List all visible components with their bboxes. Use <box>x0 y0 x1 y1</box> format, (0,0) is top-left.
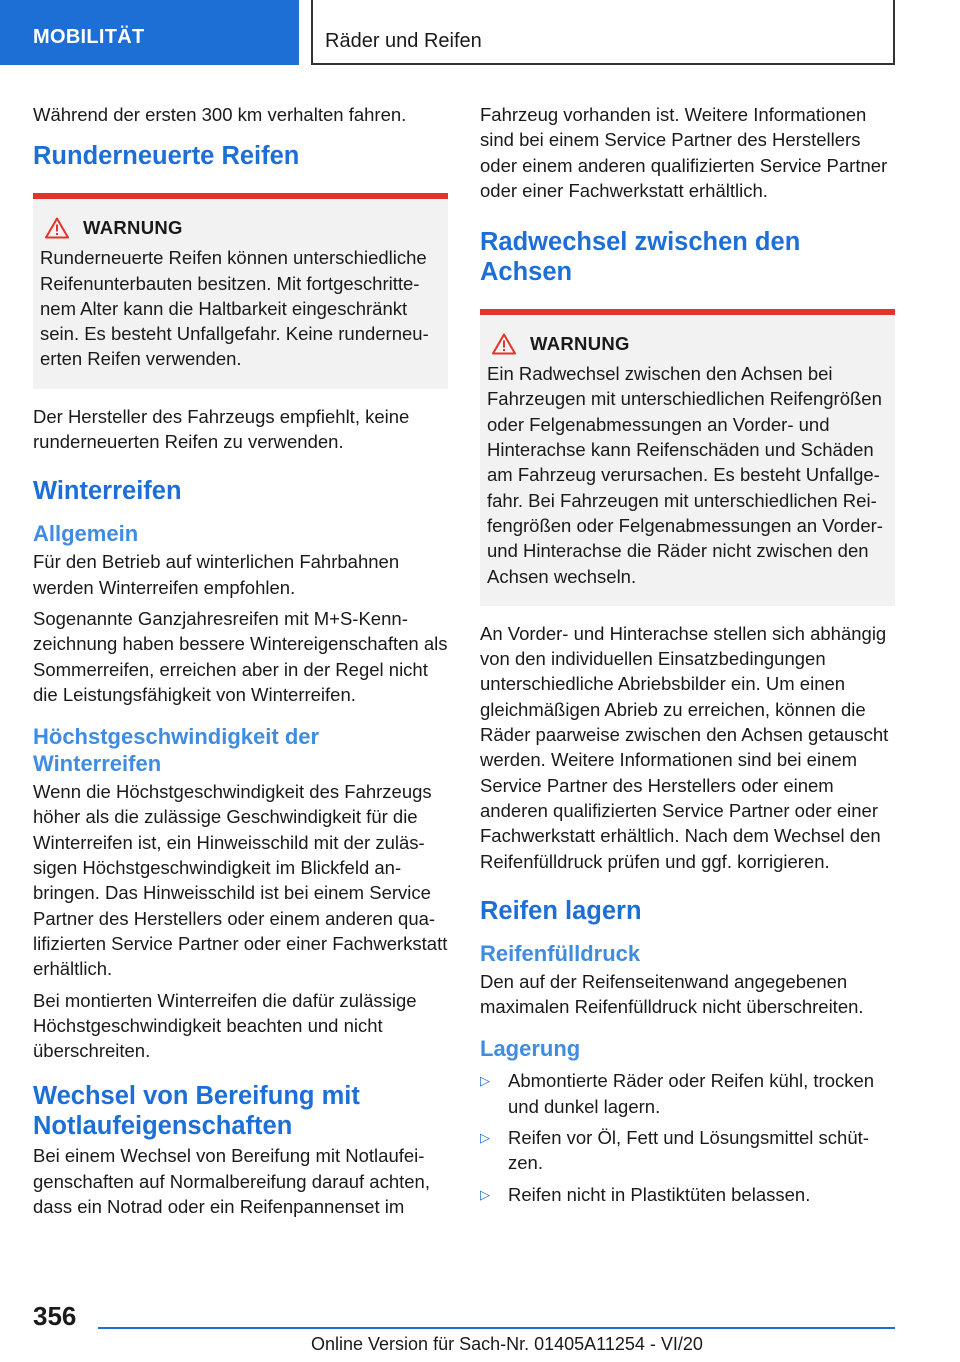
heading-reifen-lagern: Reifen lagern <box>480 896 642 925</box>
list-item <box>480 1068 895 1119</box>
footer-online-version: Online Version für Sach-Nr. 01405A11254 - VI/20 <box>311 1334 703 1354</box>
triangle-bullet-icon: ▷ <box>480 1186 490 1202</box>
paragraph-hoechst-2: Bei montierten Winterreifen die dafür zulässige Höchstgeschwindigkeit beachten und nicht überschreiten. <box>33 989 417 1062</box>
left-column <box>33 102 448 1225</box>
triangle-bullet-icon: ▷ <box>480 1130 490 1146</box>
paragraph-allgemein-2: Sogenannte Ganzjahresreifen mit M+S-Kennzeichnung haben bessere Wintereigenschaften als Sommerreifen, erreichen aber in der Regel nicht die Leistungsfähigkeit von Winterreifen. <box>33 607 448 705</box>
list-item <box>480 1125 895 1176</box>
subheading-hoechstgeschwindigkeit: Höchstgeschwindigkeit der Winterreifen <box>33 724 320 777</box>
triangle-bullet-icon: ▷ <box>480 1073 490 1089</box>
footer-divider <box>98 1327 895 1329</box>
warning-label: WARNUNG <box>530 333 630 355</box>
list-item-text: Reifen vor Öl, Fett und Lösungsmittel schützen. <box>508 1127 869 1174</box>
right-column <box>480 102 895 1213</box>
page-number: 356 <box>33 1301 77 1331</box>
warning-label: WARNUNG <box>83 217 183 239</box>
heading-runderneuerte-reifen: Runderneuerte Reifen <box>33 142 300 171</box>
paragraph-wechsel: Bei einem Wechsel von Bereifung mit Notlaufeigenschaften auf Normalbereifung darauf achten, dass ein Notrad oder ein Reifenpannenset im <box>33 1145 430 1218</box>
chapter-title: Räder und Reifen <box>311 0 895 65</box>
subheading-allgemein: Allgemein <box>33 521 139 547</box>
subheading-lagerung: Lagerung <box>480 1036 581 1062</box>
paragraph-hoechst-1: Wenn die Höchstgeschwindigkeit des Fahrzeugs höher als die zulässige Geschwindigkeit für die Winterreifen ist, ein Hinweisschild mit der zulässigen Höchstgeschwindigkeit im Blickfeld anbringen. Das Hinweisschild ist bei einem Service Partner des Herstellers oder einem anderen qualifizierten Service Partner oder einer Fachwerkstatt erhältlich. <box>33 781 448 980</box>
storage-list <box>480 1068 895 1206</box>
paragraph-fuelldruck: Den auf der Reifenseitenwand angegebenen maximalen Reifenfülldruck nicht überschreiten. <box>480 970 864 1018</box>
list-item-text: Reifen nicht in Plastiktüten belassen. <box>508 1183 811 1205</box>
warning-box-runderneuert <box>33 193 448 388</box>
list-item <box>480 1182 895 1207</box>
warning-text: Ein Radwechsel zwischen den Achsen bei Fahrzeugen mit unterschiedlichen Reifengrößen oder Felgenabmessungen an Vorder- und Hinterachse kann Reifenschäden und Schäden am Fahrzeug verursachen. Es besteht Unfallgefahr. Bei Fahrzeugen mit unterschiedlichen Reifengrößen oder Felgenabmessungen an Vorder- und Hinterachse die Räder nicht zwischen den Achsen wechseln. <box>487 363 883 587</box>
paragraph-achsen: An Vorder- und Hinterachse stellen sich abhängig von den individuellen Einsatzbedingungen unterschiedliche Abriebsbilder ein. Um einen gleichmäßigen Abrieb zu erreichen, können die Räder paarweise zwischen den Achsen getauscht werden. Weitere Informationen sind bei einem Service Partner des Herstellers oder einem anderen qualifizierten Service Partner oder einer Fachwerkstatt erhältlich. Nach dem Wechsel den Reifenfülldruck prüfen und ggf. korrigieren. <box>480 622 889 872</box>
section-tab: MOBILITÄT <box>0 0 299 65</box>
subheading-reifenfuelldruck: Reifenfülldruck <box>480 940 641 966</box>
list-item-text: Abmontierte Räder oder Reifen kühl, trocken und dunkel lagern. <box>508 1070 875 1117</box>
warning-header <box>487 333 888 355</box>
heading-radwechsel: Radwechsel zwischen den Achsen <box>480 228 801 287</box>
warning-text: Runderneuerte Reifen können unterschiedliche Reifenunterbauten besitzen. Mit fortgeschrittenem Alter kann die Haltbarkeit eingeschränkt sein. Es besteht Unfallgefahr. Keine runderneuerten Reifen verwenden. <box>40 247 429 370</box>
heading-wechsel-notlauf: Wechsel von Bereifung mit Notlaufeigenschaften <box>33 1082 360 1141</box>
warning-triangle-icon <box>45 217 69 239</box>
paragraph-continued: Fahrzeug vorhanden ist. Weitere Informationen sind bei einem Service Partner des Herstellers oder einem anderen qualifizierten Service Partner oder einer Fachwerkstatt erhältlich. <box>480 104 888 201</box>
heading-winterreifen: Winterreifen <box>33 477 182 506</box>
intro-paragraph: Während der ersten 300 km verhalten fahren. <box>33 104 407 125</box>
warning-header <box>40 217 441 239</box>
warning-box-radwechsel <box>480 309 895 606</box>
paragraph-hersteller: Der Hersteller des Fahrzeugs empfiehlt, keine runderneuerten Reifen zu verwenden. <box>33 405 410 453</box>
paragraph-allgemein-1: Für den Betrieb auf winterlichen Fahrbahnen werden Winterreifen empfohlen. <box>33 551 400 598</box>
warning-triangle-icon <box>492 333 516 355</box>
